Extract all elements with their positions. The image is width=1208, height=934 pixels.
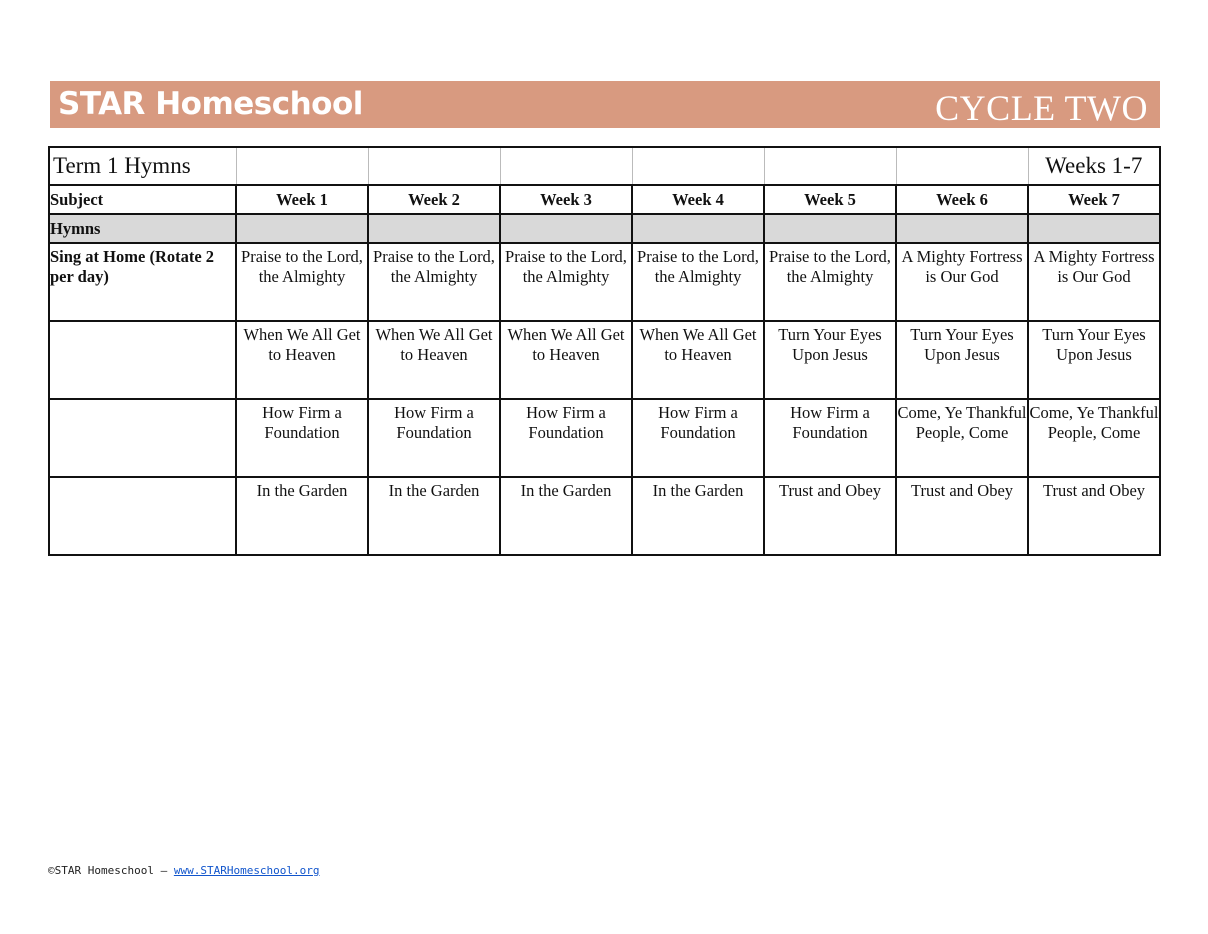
hymn-cell: How Firm a Foundation: [236, 399, 368, 477]
header-banner: [50, 81, 1160, 128]
table-row: [49, 243, 1160, 321]
hymn-cell: Trust and Obey: [896, 477, 1028, 555]
hymn-cell: Praise to the Lord, the Almighty: [764, 243, 896, 321]
section-cell: [764, 214, 896, 243]
title-spacer: [896, 147, 1028, 185]
row-label: [49, 321, 236, 399]
weeks-range: Weeks 1-7: [1028, 147, 1160, 185]
hymn-cell: Trust and Obey: [1028, 477, 1160, 555]
cycle-label: CYCLE TWO: [935, 88, 1148, 128]
week-header: Week 1: [236, 185, 368, 214]
hymn-cell: When We All Get to Heaven: [500, 321, 632, 399]
section-cell: [1028, 214, 1160, 243]
hymn-cell: In the Garden: [368, 477, 500, 555]
hymn-cell: Praise to the Lord, the Almighty: [500, 243, 632, 321]
title-spacer: [764, 147, 896, 185]
hymn-cell: How Firm a Foundation: [632, 399, 764, 477]
title-spacer: [368, 147, 500, 185]
title-spacer: [632, 147, 764, 185]
title-spacer: [236, 147, 368, 185]
table-row: [49, 477, 1160, 555]
section-cell: [632, 214, 764, 243]
section-cell: [368, 214, 500, 243]
table-row: [49, 399, 1160, 477]
title-spacer: [500, 147, 632, 185]
header-row: [49, 185, 1160, 214]
brand-title: STAR Homeschool: [58, 86, 363, 122]
hymn-cell: How Firm a Foundation: [764, 399, 896, 477]
hymn-cell: When We All Get to Heaven: [368, 321, 500, 399]
hymn-cell: In the Garden: [632, 477, 764, 555]
table-title: Term 1 Hymns: [49, 147, 236, 185]
website-link[interactable]: www.STARHomeschool.org: [173, 864, 320, 877]
hymn-schedule-table: [48, 146, 1161, 556]
hymn-cell: When We All Get to Heaven: [632, 321, 764, 399]
hymn-cell: Turn Your Eyes Upon Jesus: [1028, 321, 1160, 399]
week-header: Week 5: [764, 185, 896, 214]
row-label: [49, 477, 236, 555]
hymn-cell: A Mighty Fortress is Our God: [896, 243, 1028, 321]
week-header: Week 7: [1028, 185, 1160, 214]
hymn-cell: Praise to the Lord, the Almighty: [236, 243, 368, 321]
hymn-cell: Come, Ye Thankful People, Come: [1028, 399, 1160, 477]
hymn-cell: Come, Ye Thankful People, Come: [896, 399, 1028, 477]
footer: [48, 864, 320, 877]
section-cell: [896, 214, 1028, 243]
week-header: Week 2: [368, 185, 500, 214]
title-row: [49, 147, 1160, 185]
week-header: Week 4: [632, 185, 764, 214]
hymn-cell: Turn Your Eyes Upon Jesus: [764, 321, 896, 399]
section-label: Hymns: [49, 214, 236, 243]
hymn-cell: How Firm a Foundation: [368, 399, 500, 477]
hymn-cell: When We All Get to Heaven: [236, 321, 368, 399]
hymn-cell: In the Garden: [236, 477, 368, 555]
section-row: [49, 214, 1160, 243]
week-header: Week 3: [500, 185, 632, 214]
week-header: Week 6: [896, 185, 1028, 214]
hymn-cell: How Firm a Foundation: [500, 399, 632, 477]
row-label: [49, 399, 236, 477]
hymn-cell: Praise to the Lord, the Almighty: [368, 243, 500, 321]
copyright-text: ©STAR Homeschool –: [48, 864, 174, 877]
subject-header: Subject: [49, 185, 236, 214]
hymn-cell: In the Garden: [500, 477, 632, 555]
hymn-cell: Trust and Obey: [764, 477, 896, 555]
hymn-cell: Praise to the Lord, the Almighty: [632, 243, 764, 321]
table-row: [49, 321, 1160, 399]
row-label: Sing at Home (Rotate 2 per day): [49, 243, 236, 321]
section-cell: [236, 214, 368, 243]
hymn-cell: A Mighty Fortress is Our God: [1028, 243, 1160, 321]
section-cell: [500, 214, 632, 243]
hymn-cell: Turn Your Eyes Upon Jesus: [896, 321, 1028, 399]
